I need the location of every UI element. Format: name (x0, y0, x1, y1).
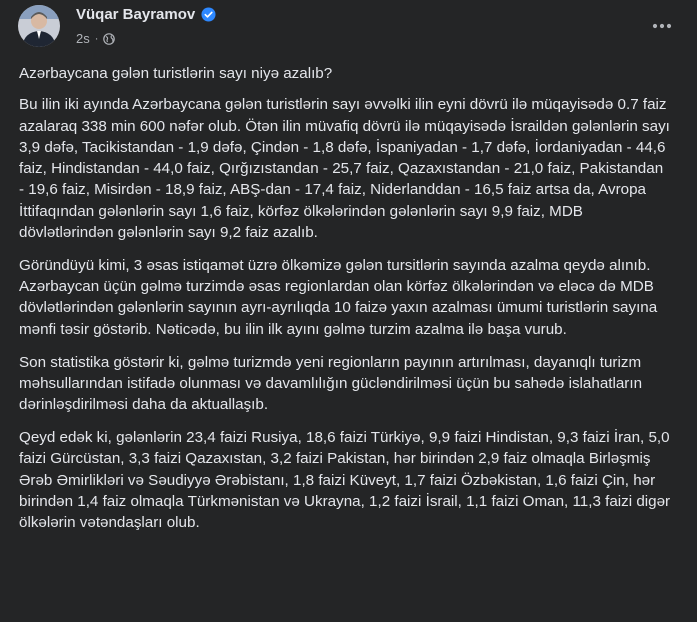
globe-icon[interactable] (103, 33, 115, 45)
more-options-button[interactable] (647, 10, 677, 40)
verified-badge-icon (201, 7, 216, 22)
post-paragraph-4: Son statistika göstərir ki, gəlmə turizmdə yeni regionların payının artırılması, dayanıqlı turizm məhsullarından istifadə olunması və davamlılığın gücləndirilməsi üçün bu sahədə islahatların dərinləşdirilməsi daha da aktuallaşıb. (19, 353, 643, 414)
post-paragraph-2: Bu ilin iki ayında Azərbaycana gələn turistlərin sayı əvvəlki ilin eyni dövrü ilə müqayisədə 0.7 faiz azalaraq 338 min 600 nəfər olub. Ötən ilin müvafiq dövrü ilə müqayisədə İsraildən gələnlərin sayı 3,9 dəfə, Tacikistandan - 1,9 dəfə, Çindən - 1,8 dəfə, İspaniyadan - 1,7 dəfə, İordaniyadan - 44,6 faiz, Hindistandan - 44,0 faiz, Qırğızıstandan - 25,7 faiz, Qazaxıstandan - 21,0 faiz, Pakistandan - 19,6 faiz, Misirdən - 18,9 faiz, ABŞ-dan - 17,4 faiz, Niderlanddan - 16,5 faiz artsa da, Avropa İttifaqından gələnlərin sayı 1,6 faiz, körfəz ölkələrindən gələnlərin sayı 9,9 faiz, MDB dövlətlərindən gələnlərin sayı 9,2 faiz azalıb. (19, 96, 670, 242)
post-paragraph-3: Göründüyü kimi, 3 əsas istiqamət üzrə ölkəmizə gələn tursitlərin sayında azalma qeydə alınıb. Azərbaycan üçün gəlmə turzimdə əsas regionlardan olan körfəz ölkələrindən və eləcə də MDB dövlətlərindən gələnlərin sayının ayrı-ayrılıqda 10 faizə yaxın azalması ümumi turistlərin sayına mənfi təsir göstərib. Nəticədə, bu ilin ilk ayını gəlmə turzim azalma ilə başa vurub. (19, 256, 658, 338)
author-name[interactable]: Vüqar Bayramov (76, 6, 196, 23)
more-horizontal-icon (652, 16, 672, 34)
author-avatar[interactable] (18, 5, 60, 47)
post-content (16, 63, 681, 533)
meta-separator: · (94, 32, 99, 45)
author-line (76, 6, 216, 23)
post-paragraph-5: Qeyd edək ki, gələnlərin 23,4 faizi Rusiya, 18,6 faizi Türkiyə, 9,9 faizi Hindistan, 9,3 faizi İran, 5,0 faizi Gürcüstan, 3,3 faizi Qazaxıstan, 3,2 faizi Pakistan, hər birindən 2,9 faiz olmaqla Birləşmiş Ərəb Əmirlikləri və Səudiyyə Ərəbistanı, 1,8 faizi Küveyt, 1,7 faizi Özbəkistan, 1,6 faizi Çin, hər birindən 1,4 faiz olmaqla Türkmənistan və Ukrayna, 1,2 faizi İsrail, 1,1 faizi Oman, 11,3 faizi digər ölkələrin vətəndaşları olub. (19, 428, 671, 532)
post-meta (76, 31, 115, 46)
post-timestamp[interactable]: 2s (76, 31, 90, 46)
post-header (16, 0, 681, 54)
post-paragraph-1: Azərbaycana gələn turistlərin sayı niyə azalıb? (19, 65, 333, 82)
